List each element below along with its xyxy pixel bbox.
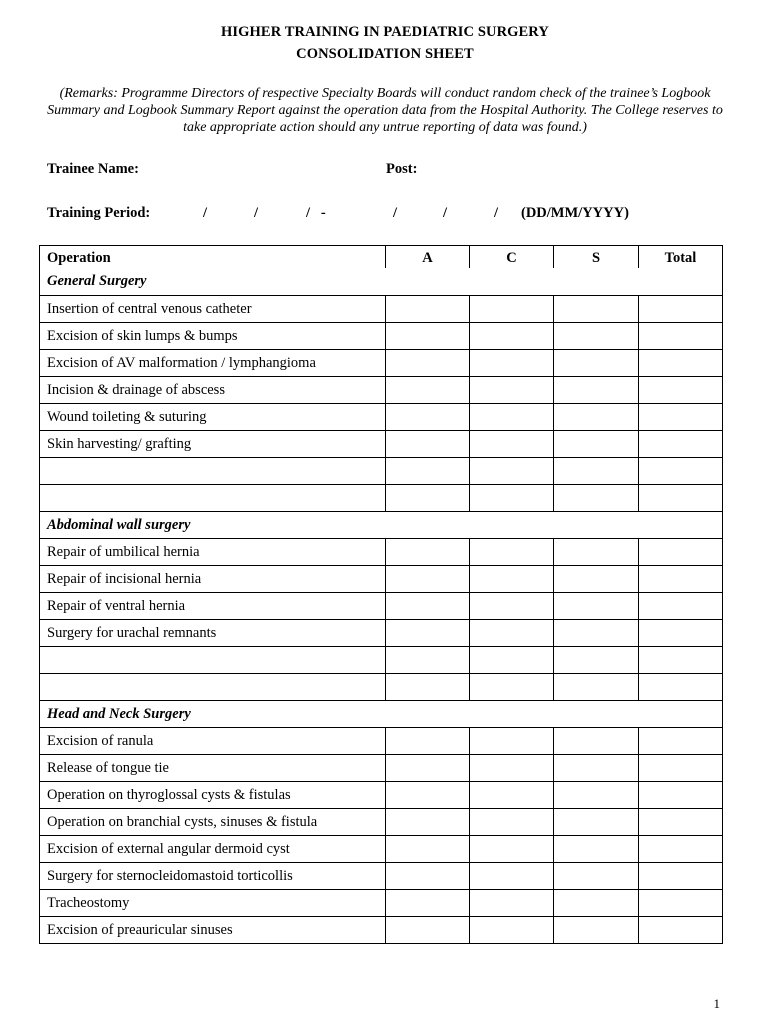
count-cell-c[interactable] <box>470 809 554 836</box>
operation-name-cell <box>40 458 386 485</box>
column-header: Operation <box>40 246 386 268</box>
operation-name-cell: Release of tongue tie <box>40 755 386 782</box>
table-row <box>40 917 723 944</box>
count-cell-c[interactable] <box>470 458 554 485</box>
operation-name-cell: Repair of incisional hernia <box>40 566 386 593</box>
count-cell-total[interactable] <box>639 485 723 512</box>
count-cell-c[interactable] <box>470 593 554 620</box>
count-cell-c[interactable] <box>470 539 554 566</box>
table-row <box>40 674 723 701</box>
count-cell-c[interactable] <box>470 728 554 755</box>
table-header-row <box>40 246 723 268</box>
count-cell-c[interactable] <box>470 890 554 917</box>
count-cell-c[interactable] <box>470 647 554 674</box>
count-cell-s[interactable] <box>554 539 639 566</box>
count-cell-total[interactable] <box>639 431 723 458</box>
table-row <box>40 782 723 809</box>
count-cell-a[interactable] <box>386 296 470 323</box>
operation-name-cell: Operation on branchial cysts, sinuses & fistula <box>40 809 386 836</box>
date-range-separator: / - <box>306 205 326 221</box>
count-cell-s[interactable] <box>554 917 639 944</box>
count-cell-a[interactable] <box>386 458 470 485</box>
count-cell-s[interactable] <box>554 782 639 809</box>
count-cell-total[interactable] <box>639 647 723 674</box>
trainee-name-label: Trainee Name: <box>47 161 139 177</box>
count-cell-s[interactable] <box>554 431 639 458</box>
count-cell-a[interactable] <box>386 539 470 566</box>
table-row <box>40 431 723 458</box>
count-cell-s[interactable] <box>554 620 639 647</box>
count-cell-total[interactable] <box>639 458 723 485</box>
count-cell-total[interactable] <box>639 863 723 890</box>
section-heading: Abdominal wall surgery <box>40 512 723 539</box>
count-cell-total[interactable] <box>639 404 723 431</box>
date-separator: / <box>254 205 259 221</box>
count-cell-c[interactable] <box>470 674 554 701</box>
operation-name-cell: Excision of ranula <box>40 728 386 755</box>
count-cell-s[interactable] <box>554 674 639 701</box>
operation-name-cell: Operation on thyroglossal cysts & fistulas <box>40 782 386 809</box>
count-cell-s[interactable] <box>554 755 639 782</box>
count-cell-c[interactable] <box>470 863 554 890</box>
table-row <box>40 647 723 674</box>
count-cell-s[interactable] <box>554 809 639 836</box>
operation-name-cell: Repair of ventral hernia <box>40 593 386 620</box>
count-cell-total[interactable] <box>639 377 723 404</box>
count-cell-c[interactable] <box>470 566 554 593</box>
count-cell-s[interactable] <box>554 566 639 593</box>
count-cell-total[interactable] <box>639 323 723 350</box>
column-header: Total <box>639 246 723 268</box>
table-row <box>40 350 723 377</box>
date-format-hint: (DD/MM/YYYY) <box>521 205 629 221</box>
table-row <box>40 296 723 323</box>
count-cell-c[interactable] <box>470 377 554 404</box>
count-cell-a[interactable] <box>386 593 470 620</box>
date-separator: / <box>443 205 448 221</box>
count-cell-s[interactable] <box>554 350 639 377</box>
count-cell-a[interactable] <box>386 377 470 404</box>
count-cell-s[interactable] <box>554 728 639 755</box>
count-cell-c[interactable] <box>470 404 554 431</box>
count-cell-c[interactable] <box>470 431 554 458</box>
section-heading: General Surgery <box>40 268 723 296</box>
count-cell-total[interactable] <box>639 728 723 755</box>
count-cell-c[interactable] <box>470 296 554 323</box>
operation-name-cell: Excision of skin lumps & bumps <box>40 323 386 350</box>
count-cell-a[interactable] <box>386 620 470 647</box>
date-separator: / <box>393 205 398 221</box>
count-cell-s[interactable] <box>554 863 639 890</box>
table-row <box>40 539 723 566</box>
form-subtitle: CONSOLIDATION SHEET <box>296 46 474 62</box>
count-cell-a[interactable] <box>386 323 470 350</box>
count-cell-s[interactable] <box>554 377 639 404</box>
operation-name-cell: Excision of external angular dermoid cyst <box>40 836 386 863</box>
count-cell-c[interactable] <box>470 350 554 377</box>
count-cell-a[interactable] <box>386 755 470 782</box>
count-cell-s[interactable] <box>554 404 639 431</box>
count-cell-a[interactable] <box>386 782 470 809</box>
count-cell-total[interactable] <box>639 296 723 323</box>
count-cell-s[interactable] <box>554 890 639 917</box>
count-cell-total[interactable] <box>639 755 723 782</box>
operation-name-cell: Excision of AV malformation / lymphangioma <box>40 350 386 377</box>
count-cell-a[interactable] <box>386 485 470 512</box>
count-cell-total[interactable] <box>639 593 723 620</box>
count-cell-total[interactable] <box>639 809 723 836</box>
column-header: S <box>554 246 639 268</box>
page-number: 1 <box>713 996 720 1011</box>
count-cell-c[interactable] <box>470 620 554 647</box>
operation-name-cell: Surgery for urachal remnants <box>40 620 386 647</box>
count-cell-a[interactable] <box>386 674 470 701</box>
table-row <box>40 809 723 836</box>
table-row <box>40 728 723 755</box>
operation-name-cell: Insertion of central venous catheter <box>40 296 386 323</box>
count-cell-total[interactable] <box>639 917 723 944</box>
count-cell-s[interactable] <box>554 836 639 863</box>
count-cell-c[interactable] <box>470 917 554 944</box>
training-period-label: Training Period: <box>47 205 151 221</box>
table-row <box>40 377 723 404</box>
operation-name-cell <box>40 674 386 701</box>
remarks-note: (Remarks: Programme Directors of respective Specialty Boards will conduct random check of the trainee’s Logbook Summary and Logbook Summary Report against the operation data from the Hospital Authority. The College reserves to take appropriate action should any untrue reporting of data was found.) <box>47 86 723 135</box>
operation-name-cell: Repair of umbilical hernia <box>40 539 386 566</box>
operation-name-cell: Surgery for sternocleidomastoid torticollis <box>40 863 386 890</box>
operation-name-cell: Wound toileting & suturing <box>40 404 386 431</box>
count-cell-a[interactable] <box>386 728 470 755</box>
count-cell-total[interactable] <box>639 620 723 647</box>
form-title: HIGHER TRAINING IN PAEDIATRIC SURGERY <box>221 24 549 40</box>
column-header: A <box>386 246 470 268</box>
table-row <box>40 404 723 431</box>
operation-name-cell: Tracheostomy <box>40 890 386 917</box>
post-label: Post: <box>386 161 418 177</box>
count-cell-a[interactable] <box>386 566 470 593</box>
operations-table <box>39 245 723 944</box>
count-cell-a[interactable] <box>386 431 470 458</box>
count-cell-s[interactable] <box>554 647 639 674</box>
count-cell-total[interactable] <box>639 350 723 377</box>
table-row <box>40 836 723 863</box>
operation-name-cell <box>40 485 386 512</box>
count-cell-s[interactable] <box>554 323 639 350</box>
count-cell-s[interactable] <box>554 458 639 485</box>
section-heading-row <box>40 268 723 296</box>
count-cell-total[interactable] <box>639 782 723 809</box>
operation-name-cell: Excision of preauricular sinuses <box>40 917 386 944</box>
operation-name-cell <box>40 647 386 674</box>
count-cell-a[interactable] <box>386 917 470 944</box>
count-cell-total[interactable] <box>639 890 723 917</box>
operation-name-cell: Skin harvesting/ grafting <box>40 431 386 458</box>
count-cell-c[interactable] <box>470 782 554 809</box>
count-cell-a[interactable] <box>386 890 470 917</box>
count-cell-a[interactable] <box>386 647 470 674</box>
table-row <box>40 458 723 485</box>
count-cell-c[interactable] <box>470 485 554 512</box>
count-cell-total[interactable] <box>639 566 723 593</box>
section-heading: Head and Neck Surgery <box>40 701 723 728</box>
table-row <box>40 620 723 647</box>
count-cell-c[interactable] <box>470 755 554 782</box>
table-row <box>40 890 723 917</box>
count-cell-s[interactable] <box>554 296 639 323</box>
column-header: C <box>470 246 554 268</box>
table-row <box>40 566 723 593</box>
count-cell-c[interactable] <box>470 836 554 863</box>
section-heading-row <box>40 512 723 539</box>
table-row <box>40 755 723 782</box>
count-cell-a[interactable] <box>386 836 470 863</box>
count-cell-a[interactable] <box>386 404 470 431</box>
count-cell-s[interactable] <box>554 593 639 620</box>
count-cell-s[interactable] <box>554 485 639 512</box>
count-cell-a[interactable] <box>386 809 470 836</box>
count-cell-total[interactable] <box>639 836 723 863</box>
table-row <box>40 323 723 350</box>
table-row <box>40 485 723 512</box>
count-cell-total[interactable] <box>639 674 723 701</box>
count-cell-a[interactable] <box>386 863 470 890</box>
section-heading-row <box>40 701 723 728</box>
operation-name-cell: Incision & drainage of abscess <box>40 377 386 404</box>
count-cell-a[interactable] <box>386 350 470 377</box>
count-cell-total[interactable] <box>639 539 723 566</box>
table-row <box>40 863 723 890</box>
date-separator: / <box>203 205 208 221</box>
count-cell-c[interactable] <box>470 323 554 350</box>
table-row <box>40 593 723 620</box>
date-separator: / <box>494 205 499 221</box>
